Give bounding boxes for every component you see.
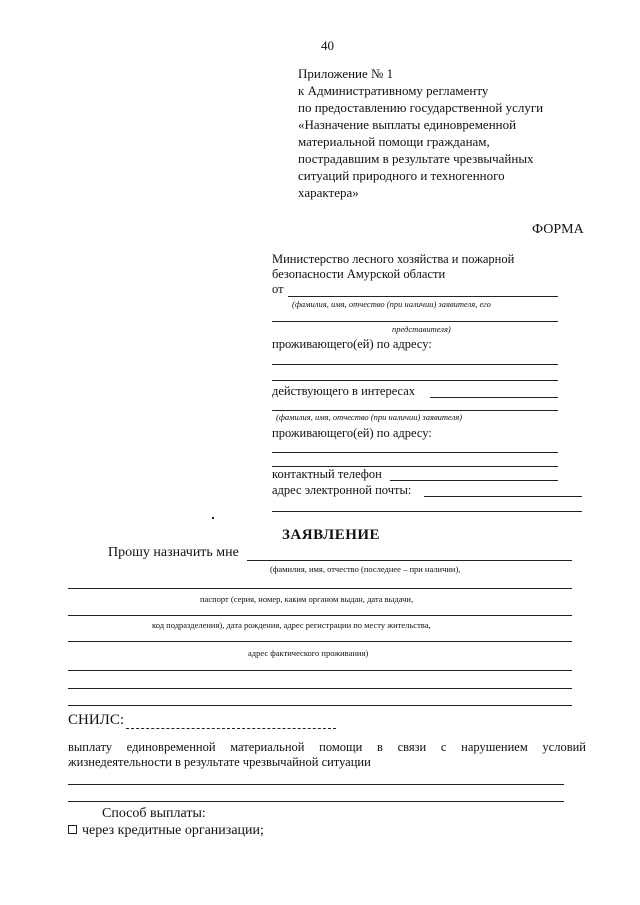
address-field-1[interactable] [272, 364, 558, 365]
ministry-name-line1: Министерство лесного хозяйства и пожарной [272, 252, 515, 266]
name-caption: (фамилия, имя, отчество (последнее – при наличии), [270, 564, 461, 574]
applicant-field-2[interactable] [272, 321, 558, 322]
page-number: 40 [321, 38, 334, 53]
acting-field[interactable] [430, 397, 558, 398]
payment-text-line1: выплату единовременной материальной помощи в связи с нарушением условий [68, 740, 586, 754]
applicant-caption-2: представителя) [392, 324, 451, 334]
method-label: Способ выплаты: [102, 806, 206, 821]
represented-field[interactable] [272, 410, 558, 411]
email-field-2[interactable] [272, 511, 582, 512]
actual-address-field-1[interactable] [68, 670, 572, 671]
from-field[interactable] [288, 296, 558, 297]
appendix-line: материальной помощи гражданам, [298, 134, 490, 149]
ministry-name-line2: безопасности Амурской области [272, 267, 446, 281]
request-label: Прошу назначить мне [108, 545, 239, 560]
passport-caption: паспорт (серия, номер, каким органом выдан, дата выдачи, [200, 594, 414, 604]
from-label: от [272, 282, 284, 296]
address-field-2[interactable] [272, 380, 558, 381]
statement-title: ЗАЯВЛЕНИЕ [282, 527, 381, 543]
request-name-field[interactable] [247, 560, 572, 561]
stray-mark [212, 517, 214, 519]
residing-label-2: проживающего(ей) по адресу: [272, 426, 432, 440]
acting-label: действующего в интересах [272, 384, 419, 399]
method-option-credit[interactable] [68, 823, 264, 839]
appendix-line: характера» [298, 185, 359, 200]
residing-label: проживающего(ей) по адресу: [272, 337, 432, 351]
actual-address-field-2[interactable] [68, 688, 572, 689]
appendix-line: пострадавшим в результате чрезвычайных [298, 151, 534, 166]
address2-field-1[interactable] [272, 452, 558, 453]
email-label: адрес электронной почты: [272, 483, 412, 497]
snils-label: СНИЛС: [68, 712, 125, 728]
code-caption: код подразделения), дата рождения, адрес регистрации по месту жительства, [152, 620, 431, 630]
phone-label: контактный телефон [272, 467, 382, 481]
checkbox-icon[interactable] [68, 825, 77, 834]
email-field[interactable] [424, 496, 582, 497]
appendix-line: по предоставлению государственной услуги [298, 100, 544, 115]
form-label: ФОРМА [532, 222, 584, 237]
appendix-line: ситуаций природного и техногенного [298, 168, 505, 183]
actual-address-field-3[interactable] [68, 705, 572, 706]
payment-field-2[interactable] [68, 801, 564, 802]
phone-field[interactable] [390, 480, 558, 481]
code-field[interactable] [68, 615, 572, 616]
appendix-line: Приложение № 1 [298, 66, 394, 81]
appendix-line: к Административному регламенту [298, 83, 489, 98]
registration-field[interactable] [68, 641, 572, 642]
payment-text-line2: жизнедеятельности в результате чрезвычайной ситуации [68, 755, 371, 769]
applicant-caption-1: (фамилия, имя, отчество (при наличии) заявителя, его [292, 299, 491, 309]
payment-field-1[interactable] [68, 784, 564, 785]
represented-caption: (фамилия, имя, отчество (при наличии) заявителя) [276, 412, 463, 422]
actual-address-caption: адрес фактического проживания) [248, 648, 369, 658]
method-option-label: через кредитные организации; [82, 823, 264, 838]
passport-field[interactable] [68, 588, 572, 589]
snils-field[interactable] [126, 728, 336, 729]
appendix-line: «Назначение выплаты единовременной [298, 117, 517, 132]
